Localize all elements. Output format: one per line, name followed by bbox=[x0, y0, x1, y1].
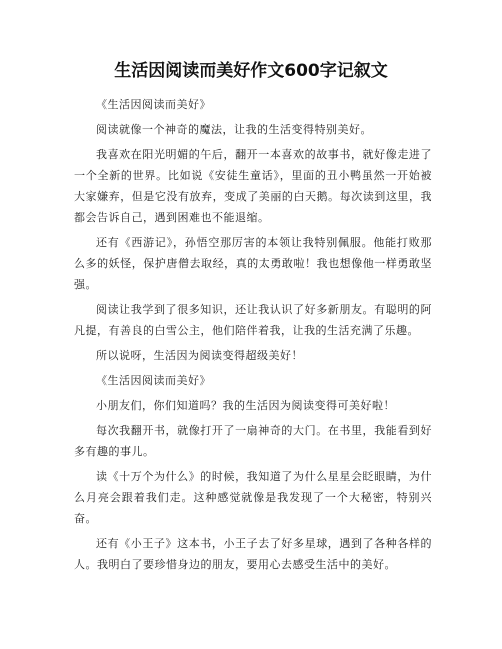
subtitle-paragraph: 《生活因阅读而美好》 bbox=[96, 374, 211, 387]
paragraph: 所以说呀，生活因为阅读变得超级美好！ bbox=[96, 349, 303, 362]
paragraph: 我喜欢在阳光明媚的午后，翻开一本喜欢的故事书，就好像走进了一个全新的世界。比如说《安徒生童话》，里面的丑小鸭虽然一开始被大家嫌弃，但是它没有放弃，变成了美丽的白天鹅。每次读到这里，我都会告诉自己，遇到困难也不能退缩。 bbox=[74, 148, 432, 224]
document-body bbox=[74, 94, 432, 579]
paragraph: 读《十万个为什么》的时候，我知道了为什么星星会眨眼睛，为什么月亮会跟着我们走。这种感觉就像是我发现了一个大秘密，特别兴奋。 bbox=[74, 470, 432, 525]
paragraph: 阅读让我学到了很多知识，还让我认识了好多新朋友。有聪明的阿凡提，有善良的白雪公主，他们陪伴着我，让我的生活充满了乐趣。 bbox=[74, 303, 432, 337]
document-title: 生活因阅读而美好作文600字记叙文 bbox=[114, 61, 388, 81]
paragraph: 还有《西游记》，孙悟空那厉害的本领让我特别佩服。他能打败那么多的妖怪，保护唐僧去取经，真的太勇敢啦！我也想像他一样勇敢坚强。 bbox=[74, 236, 432, 291]
paragraph: 阅读就像一个神奇的魔法，让我的生活变得特别美好。 bbox=[96, 123, 372, 136]
paragraph: 还有《小王子》这本书，小王子去了好多星球，遇到了各种各样的人。我明白了要珍惜身边的朋友，要用心去感受生活中的美好。 bbox=[74, 537, 432, 571]
paragraph: 小朋友们，你们知道吗？我的生活因为阅读变得可美好啦！ bbox=[96, 399, 395, 412]
paragraph: 每次我翻开书，就像打开了一扇神奇的大门。在书里，我能看到好多有趣的事儿。 bbox=[74, 424, 432, 458]
subtitle-paragraph: 《生活因阅读而美好》 bbox=[96, 98, 211, 111]
